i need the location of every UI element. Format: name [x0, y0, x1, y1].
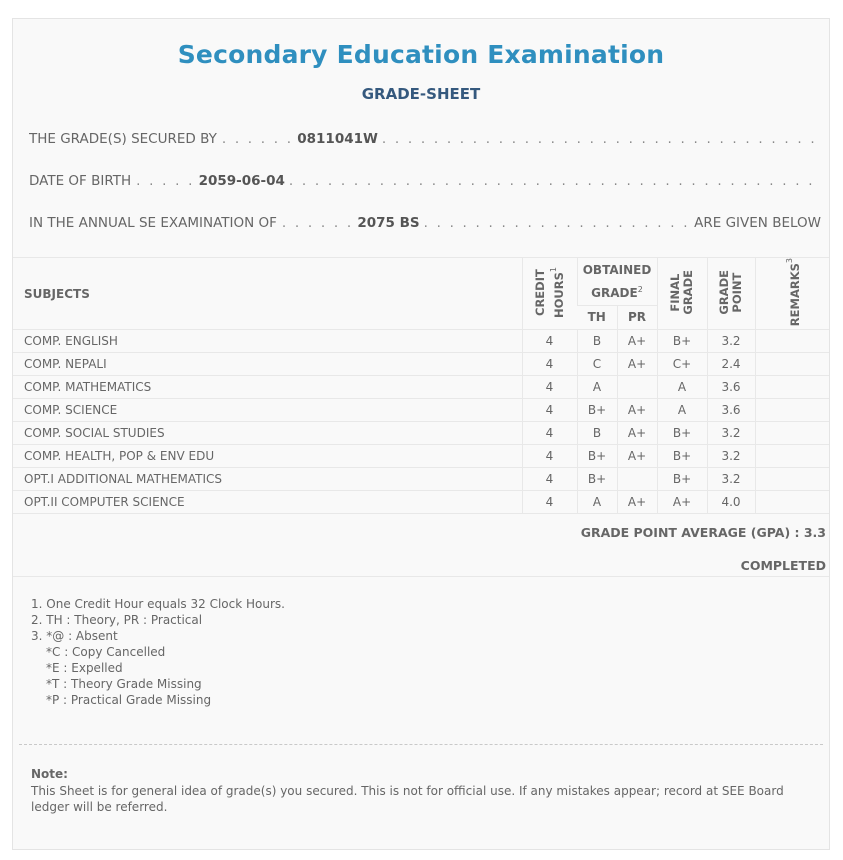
- grade-point-cell: 3.2: [707, 330, 755, 353]
- subject-cell: COMP. SOCIAL STUDIES: [13, 422, 522, 445]
- table-row: [13, 468, 829, 491]
- note-title: Note:: [31, 767, 68, 781]
- pr-grade-cell: A+: [617, 353, 657, 376]
- grade-point-cell: 3.6: [707, 399, 755, 422]
- date-of-birth: 2059-06-04: [198, 173, 285, 189]
- pr-grade-cell: A+: [617, 491, 657, 514]
- header-grade-point: GRADE POINT: [707, 258, 755, 330]
- subject-cell: COMP. ENGLISH: [13, 330, 522, 353]
- subject-cell: COMP. HEALTH, POP & ENV EDU: [13, 445, 522, 468]
- pr-grade-cell: A+: [617, 330, 657, 353]
- header-final-grade: FINAL GRADE: [657, 258, 707, 330]
- remarks-cell: [755, 376, 829, 399]
- credit-cell: 4: [522, 491, 577, 514]
- pr-grade-cell: [617, 376, 657, 399]
- header-subjects: SUBJECTS: [13, 258, 522, 330]
- table-row: [13, 422, 829, 445]
- grade-point-cell: 2.4: [707, 353, 755, 376]
- remarks-cell: [755, 399, 829, 422]
- gpa-summary: GRADE POINT AVERAGE (GPA) : 3.3: [580, 525, 826, 540]
- pr-grade-cell: A+: [617, 445, 657, 468]
- remarks-cell: [755, 353, 829, 376]
- dot-leader: . . . . . .: [281, 215, 354, 231]
- exam-tail: ARE GIVEN BELOW: [694, 215, 821, 231]
- secured-by-label: THE GRADE(S) SECURED BY: [29, 131, 217, 147]
- pr-grade-cell: [617, 468, 657, 491]
- credit-cell: 4: [522, 376, 577, 399]
- header-th: TH: [577, 305, 617, 329]
- remarks-cell: [755, 491, 829, 514]
- th-grade-cell: A: [577, 491, 617, 514]
- th-grade-cell: C: [577, 353, 617, 376]
- final-grade-cell: A: [657, 376, 707, 399]
- credit-cell: 4: [522, 399, 577, 422]
- grade-point-cell: 3.2: [707, 422, 755, 445]
- credit-cell: 4: [522, 330, 577, 353]
- pr-grade-cell: A+: [617, 399, 657, 422]
- table-row: [13, 376, 829, 399]
- final-grade-cell: B+: [657, 445, 707, 468]
- dot-leader: . . . . . .: [221, 131, 294, 147]
- table-row: [13, 330, 829, 353]
- th-grade-cell: B+: [577, 399, 617, 422]
- info-exam: [29, 215, 821, 237]
- grade-point-cell: 3.2: [707, 468, 755, 491]
- final-grade-cell: B+: [657, 468, 707, 491]
- footnote-item: *E : Expelled: [46, 661, 123, 675]
- footnote-item: *P : Practical Grade Missing: [46, 693, 212, 707]
- th-grade-cell: B: [577, 422, 617, 445]
- footnote-item: 2. TH : Theory, PR : Practical: [31, 613, 203, 627]
- remarks-cell: [755, 445, 829, 468]
- grade-point-cell: 4.0: [707, 491, 755, 514]
- footnote-item: *T : Theory Grade Missing: [46, 677, 202, 691]
- credit-cell: 4: [522, 422, 577, 445]
- th-grade-cell: B: [577, 330, 617, 353]
- table-row: [13, 491, 829, 514]
- header-remarks: REMARKS$^3$: [755, 258, 829, 330]
- footnote-item: 1. One Credit Hour equals 32 Clock Hours.: [31, 597, 285, 611]
- dob-label: DATE OF BIRTH: [29, 173, 132, 189]
- info-secured-by: [29, 131, 821, 153]
- remarks-cell: [755, 330, 829, 353]
- credit-cell: 4: [522, 468, 577, 491]
- subject-cell: COMP. NEPALI: [13, 353, 522, 376]
- remarks-cell: [755, 422, 829, 445]
- footnotes: [31, 596, 285, 708]
- pr-grade-cell: A+: [617, 422, 657, 445]
- exam-label: IN THE ANNUAL SE EXAMINATION OF: [29, 215, 277, 231]
- header-pr: PR: [617, 305, 657, 329]
- subject-cell: COMP. SCIENCE: [13, 399, 522, 422]
- final-grade-cell: B+: [657, 330, 707, 353]
- dot-leader: . . . . .: [136, 173, 195, 189]
- grade-sheet-panel: [12, 18, 830, 850]
- section-divider: [13, 576, 829, 577]
- exam-year: 2075 BS: [357, 215, 420, 231]
- remarks-cell: [755, 468, 829, 491]
- final-grade-cell: C+: [657, 353, 707, 376]
- credit-cell: 4: [522, 353, 577, 376]
- final-grade-cell: B+: [657, 422, 707, 445]
- final-grade-cell: A+: [657, 491, 707, 514]
- status-badge: COMPLETED: [740, 558, 826, 573]
- table-row: [13, 399, 829, 422]
- symbol-number: 0811041W: [297, 131, 378, 147]
- subject-cell: OPT.II COMPUTER SCIENCE: [13, 491, 522, 514]
- grade-point-cell: 3.6: [707, 376, 755, 399]
- table-row: [13, 353, 829, 376]
- footnote-item: *C : Copy Cancelled: [46, 645, 166, 659]
- dashed-divider: [19, 744, 823, 745]
- dot-leader-fill: [382, 131, 821, 147]
- table-row: [13, 445, 829, 468]
- th-grade-cell: B+: [577, 445, 617, 468]
- credit-cell: 4: [522, 445, 577, 468]
- page-subtitle: GRADE-SHEET: [361, 85, 481, 103]
- page-title: Secondary Education Examination: [177, 40, 665, 69]
- th-grade-cell: B+: [577, 468, 617, 491]
- grades-table: [13, 257, 829, 514]
- dot-leader-fill: [289, 173, 821, 189]
- th-grade-cell: A: [577, 376, 617, 399]
- subject-cell: OPT.I ADDITIONAL MATHEMATICS: [13, 468, 522, 491]
- info-dob: [29, 173, 821, 195]
- grade-point-cell: 3.2: [707, 445, 755, 468]
- header-credit-hours: CREDIT HOURS$^1$: [522, 258, 577, 330]
- header-obtained-grade: OBTAINED GRADE$^2$: [577, 258, 657, 306]
- footnote-item: 3. *@ : Absent: [31, 629, 118, 643]
- dot-leader-fill: [424, 215, 693, 231]
- final-grade-cell: A: [657, 399, 707, 422]
- subject-cell: COMP. MATHEMATICS: [13, 376, 522, 399]
- note-text: This Sheet is for general idea of grade(s) you secured. This is not for official use. If any mistakes appear; record at SEE Board ledger will be referred.: [31, 784, 784, 814]
